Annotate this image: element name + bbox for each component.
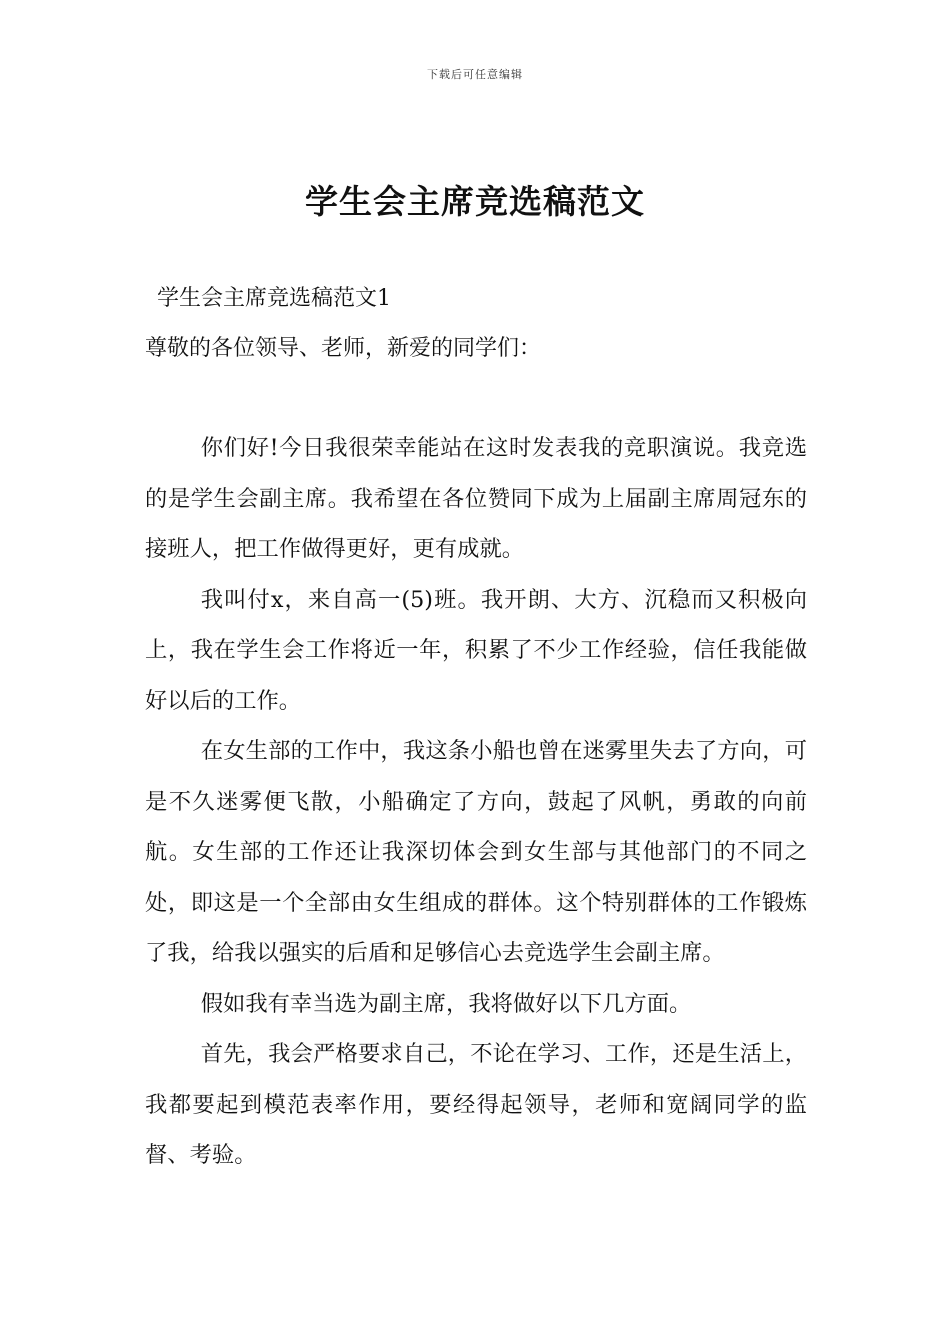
paragraph: 你们好!今日我很荣幸能站在这时发表我的竞职演说。我竞选的是学生会副主席。我希望在各位赞同下成为上届副主席周冠东的接班人，把工作做得更好，更有成就。 [145, 435, 807, 562]
paragraph: 在女生部的工作中，我这条小船也曾在迷雾里失去了方向，可是不久迷雾便飞散，小船确定了方向，鼓起了风帆，勇敢的向前航。女生部的工作还让我深切体会到女生部与其他部门的不同之处，即这是一个全部由女生组成的群体。这个特别群体的工作锻炼了我，给我以强实的后盾和足够信心去竞选学生会副主席。 [145, 738, 807, 966]
document-title: 学生会主席竞选稿范文 [305, 182, 645, 221]
header-note: 下载后可任意编辑 [427, 68, 523, 81]
paragraph: 假如我有幸当选为副主席，我将做好以下几方面。 [200, 990, 692, 1017]
body-text [145, 423, 807, 1181]
salutation: 尊敬的各位领导、老师，新爱的同学们： [145, 336, 542, 361]
paragraph: 首先，我会严格要求自己，不论在学习、工作，还是生活上，我都要起到模范表率作用，要经得起领导，老师和宽阔同学的监督、考验。 [145, 1041, 807, 1168]
document-subtitle: 学生会主席竞选稿范文1 [157, 286, 391, 311]
paragraph: 我叫付x，来自高一(5)班。我开朗、大方、沉稳而又积极向上，我在学生会工作将近一年，积累了不少工作经验，信任我能做好以后的工作。 [145, 586, 807, 714]
